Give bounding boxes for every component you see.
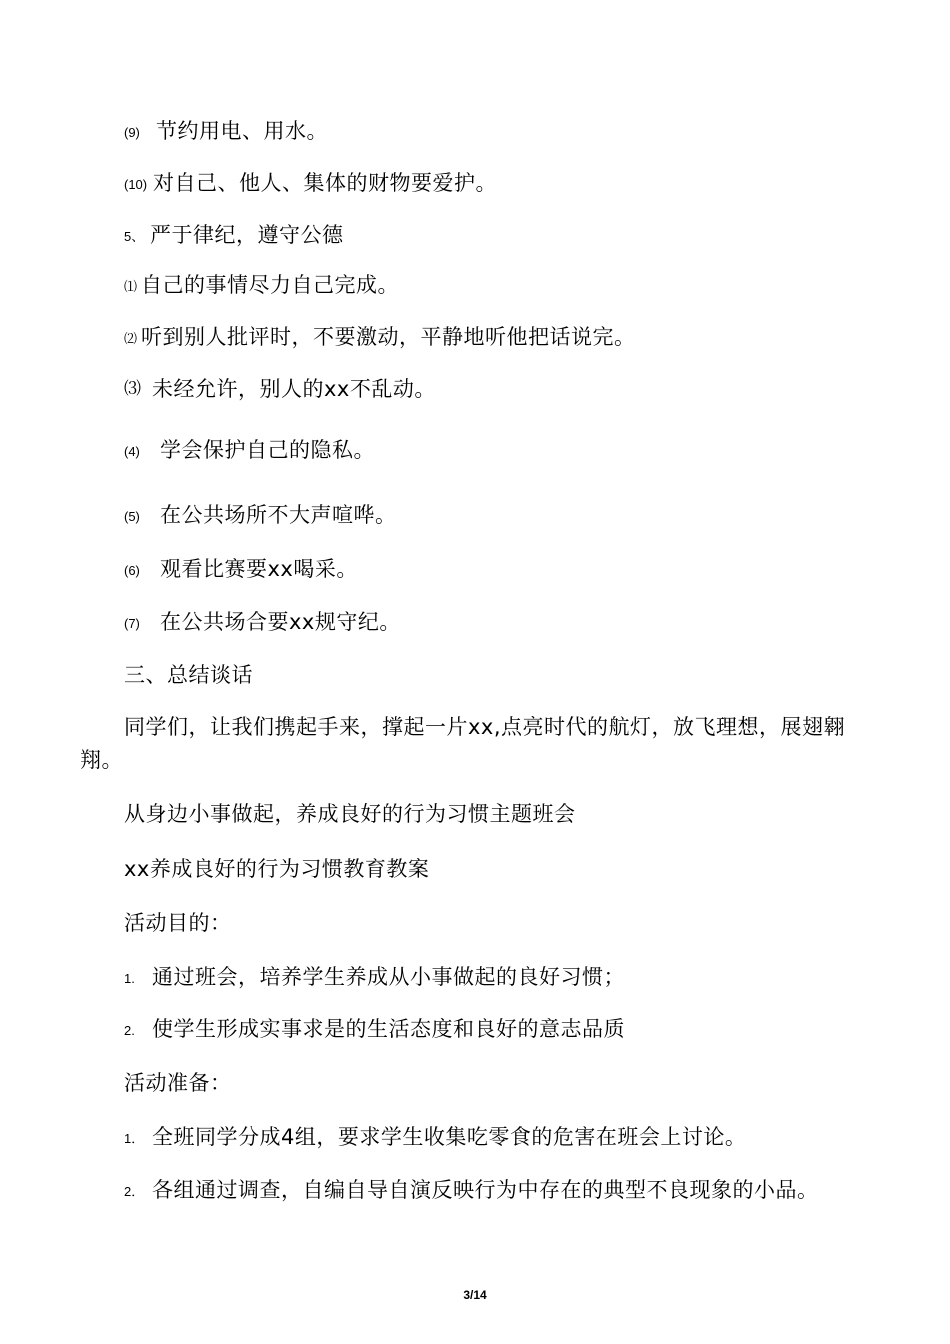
item-number: 1. xyxy=(124,971,135,986)
item-text: 在公共场合要xx规守纪。 xyxy=(160,610,401,634)
document-title: 从身边小事做起，养成良好的行为习惯主题班会 xyxy=(124,802,576,826)
item-text: 节约用电、用水。 xyxy=(156,119,328,143)
item-text: 在公共场所不大声喧哗。 xyxy=(160,503,397,527)
prep-heading: 活动准备： xyxy=(124,1071,232,1095)
item-number: 2. xyxy=(124,1023,135,1038)
item-number: (7) xyxy=(124,616,140,631)
item-number: 1． xyxy=(124,1131,145,1146)
item-text: 对自己、他人、集体的财物要爱护。 xyxy=(153,171,497,195)
item-number: (9) xyxy=(124,125,140,140)
item-number: ⑴ xyxy=(124,279,138,294)
item-number: (4) xyxy=(124,444,140,459)
item-text: 未经允许，别人的xx不乱动。 xyxy=(152,377,436,401)
document-subtitle: xx养成良好的行为习惯教育教案 xyxy=(124,857,430,881)
item-text: 听到别人批评时，不要激动，平静地听他把话说完。 xyxy=(141,325,636,349)
item-number: (6) xyxy=(124,563,140,578)
item-number: (10) xyxy=(124,177,148,192)
item-number: 2． xyxy=(124,1184,145,1199)
item-number: 5、 xyxy=(124,229,145,244)
page-number: 3/14 xyxy=(463,1288,487,1302)
item-text: 各组通过调查，自编自导自演反映行为中存在的典型不良现象的小品。 xyxy=(152,1178,819,1202)
item-text: 全班同学分成4组，要求学生收集吃零食的危害在班会上讨论。 xyxy=(152,1125,747,1149)
section-heading: 三、总结谈话 xyxy=(124,663,253,687)
item-text: 使学生形成实事求是的生活态度和良好的意志品质 xyxy=(152,1017,625,1041)
item-text: 学会保护自己的隐私。 xyxy=(160,438,375,462)
item-number: ⑶ xyxy=(124,379,141,398)
item-number: (5) xyxy=(124,509,140,524)
purpose-heading: 活动目的： xyxy=(124,911,232,935)
item-text: 严于律纪，遵守公德 xyxy=(150,223,344,247)
item-text: 自己的事情尽力自己完成。 xyxy=(141,273,399,297)
item-text: 观看比赛要xx喝采。 xyxy=(160,557,358,581)
item-number: ⑵ xyxy=(124,331,138,346)
item-text: 通过班会，培养学生养成从小事做起的良好习惯； xyxy=(152,965,625,989)
closing-paragraph: 同学们，让我们携起手来，撑起一片xx,点亮时代的航灯，放飞理想，展翅翱翔。 xyxy=(80,715,846,772)
